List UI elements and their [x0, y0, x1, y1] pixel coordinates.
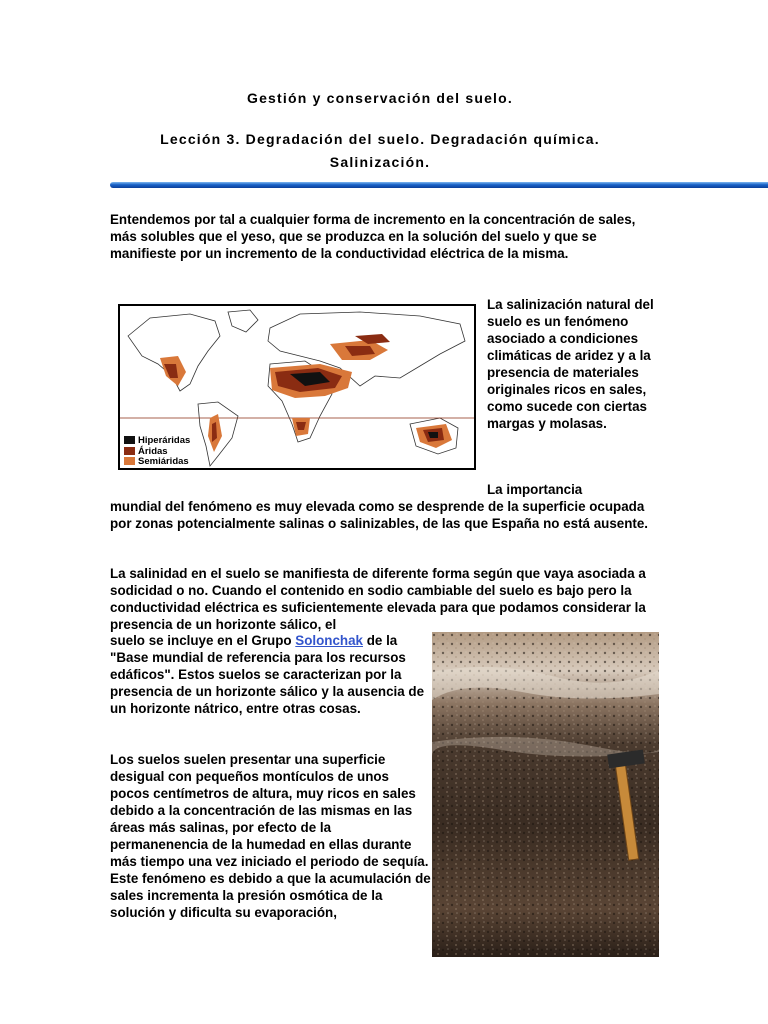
blue-divider	[110, 182, 768, 188]
intro-paragraph: Entendemos por tal a cualquier forma de incremento en la concentración de sales, más solubles que el yeso, que se produzca en la solución del suelo y que se manifieste por un incremento de la conductividad eléctrica de la misma.	[110, 212, 636, 261]
arid-zones-world-map	[118, 304, 476, 470]
legend-swatch	[124, 457, 135, 465]
importance-paragraph-start: La importancia	[487, 482, 583, 497]
legend-swatch	[124, 436, 135, 444]
soil-profile-photo	[432, 632, 659, 957]
legend-swatch	[124, 447, 135, 455]
solonchak-link[interactable]: Solonchak	[295, 633, 364, 648]
salinity-paragraph: La salinidad en el suelo se manifiesta de diferente forma según que vaya asociada a sodicidad o no. Cuando el contenido en sodio cambiable del suelo es bajo pero la conductividad eléctrica es suficientemente elevada para que podamos considerar la presencia de un horizonte sálico, el	[110, 566, 646, 632]
lesson-title-line2: Salinización.	[329, 154, 431, 170]
solonchak-text-after: de la "Base mundial de referencia para los recursos edáficos". Estos suelos se caracterizan por la presencia de un horizonte sálico y la ausencia de un horizonte nátrico, entre otras cosas.	[110, 633, 425, 716]
importance-paragraph: mundial del fenómeno es muy elevada como se desprende de la superficie ocupada por zonas potencialmente salinas o salinizables, de las que España no está ausente.	[110, 499, 649, 531]
legend-label: Hiperáridas	[138, 435, 191, 446]
soil-photo-graphic	[432, 632, 659, 957]
document-title: Gestión y conservación del suelo.	[246, 90, 513, 106]
surface-paragraph: Los suelos suelen presentar una superficie desigual con pequeños montículos de unos pocos centímetros de altura, muy ricos en sales debido a la concentración de las mismas en las áreas más salinas, por efecto de la permanenencia de la humedad en ellas durante más tiempo una vez iniciado el periodo de sequía. Este fenómeno es debido a que la acumulación de sales incrementa la presión osmótica de la solución y dificulta su evaporación,	[110, 752, 431, 920]
legend-item-semiaridas	[124, 457, 190, 468]
map-legend	[124, 436, 190, 468]
solonchak-text-before: suelo se incluye en el Grupo	[110, 633, 296, 648]
legend-label: Semiáridas	[138, 456, 189, 467]
solonchak-paragraph	[110, 632, 428, 717]
natural-salinization-paragraph: La salinización natural del suelo es un fenómeno asociado a condiciones climáticas de aridez y a la presencia de materiales originales ricos en sales, como sucede con ciertas margas y molasas.	[487, 297, 654, 431]
lesson-title	[0, 128, 760, 174]
lesson-title-line1: Lección 3. Degradación del suelo. Degradación química.	[160, 131, 600, 147]
legend-label: Áridas	[138, 445, 168, 457]
